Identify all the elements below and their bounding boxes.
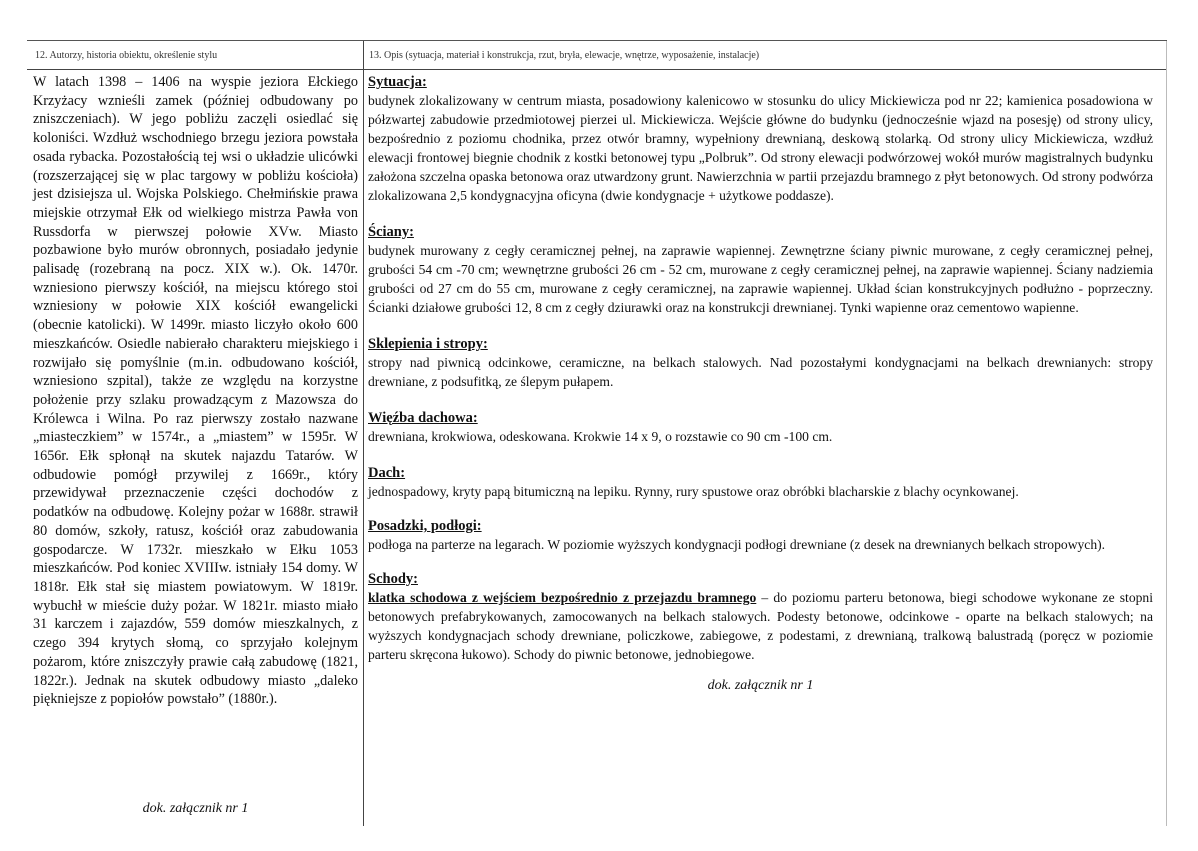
heading-posadzki: Posadzki, podłogi: — [368, 518, 482, 534]
heading-dach: Dach: — [368, 465, 406, 481]
section-sytuacja — [368, 73, 1153, 205]
right-border — [1166, 41, 1167, 826]
text-sciany: budynek murowany z cegły ceramicznej pełnej, na zaprawie wapiennej. Zewnętrzne ściany piwnic murowane, z cegły ceramicznej pełnej, grubości 54 cm -70 cm; wewnętrzne grubości 26 cm - 52 cm, murowane z cegły ceramicznej pełnej, na zaprawie wapiennej. Ściany nadziemia grubości od 27 cm do 55 cm, murowane z cegły ceramicznej, na zaprawie wapiennej. Układ ścian konstrukcyjnych podłużno - poprzeczny. Ścianki działowe grubości 12, 8 cm z cegły dziurawki oraz na konstrukcji drewnianej. Tynki wapienne oraz cementowo wapienne. — [368, 243, 1153, 315]
history-column — [33, 73, 358, 709]
section-schody — [368, 570, 1153, 664]
text-posadzki: podłoga na parterze na legarach. W poziomie wyższych kondygnacji podłogi drewniane (z desek na drewnianych belkach stropowych). — [368, 537, 1106, 552]
section-wiezba — [368, 409, 1153, 446]
section-sklepienia — [368, 335, 1153, 391]
section-posadzki — [368, 517, 1153, 554]
section-dach — [368, 464, 1153, 501]
text-dach: jednospadowy, kryty papą bitumiczną na lepiku. Rynny, rury spustowe oraz obróbki blacharskie z blachy ocynkowanej. — [368, 484, 1019, 499]
text-wiezba: drewniana, krokwiowa, odeskowana. Krokwie 14 x 9, o rozstawie co 90 cm -100 cm. — [368, 429, 833, 444]
text-sytuacja: budynek zlokalizowany w centrum miasta, posadowiony kalenicowo w stosunku do ulicy Mickiewicza pod nr 22; kamienica posadowiona w półzwartej zabudowie przedmiotowej pierzei ul. Mickiewicza. Wejście główne do budynku (jednocześnie wjazd na posesję) od strony ulicy, bezpośrednio z poziomu chodnika, przez otwór bramny, wypełniony drewnianą, deskową stolarką. Od strony ulicy Mickiewicza, wzdłuż elewacji frontowej biegnie chodnik z kostki betonowej typu „Polbruk”. Od strony elewacji podwórzowej wokół murów magistralnych budynku założona szczelna opaska betonowa oraz utwardzony grunt. Nawierzchnia w partii przejazdu bramnego z płyt betonowych. Od strony podwórza zlokalizowana 2,5 kondygnacyjna oficyna (dwie kondygnacje + użytkowe poddasze). — [368, 93, 1153, 203]
heading-wiezba: Więźba dachowa: — [368, 410, 478, 426]
history-reference: dok. załącznik nr 1 — [142, 801, 249, 816]
text-sklepienia: stropy nad piwnicą odcinkowe, ceramiczne, na belkach stalowych. Nad pozostałymi kondygnacjami na belkach drewnianych: stropy drewniane, z podsufitką, ze ślepym pułapem. — [368, 355, 1153, 389]
header-section-12: 12. Autorzy, historia obiektu, określenie stylu — [35, 50, 218, 61]
heading-sklepienia: Sklepienia i stropy: — [368, 336, 488, 352]
history-text: W latach 1398 – 1406 na wyspie jeziora Ełckiego Krzyżacy wznieśli zamek (później odbudowany po zniszczeniach). W jego pobliżu zaczęli osiedlać się koloniści. Wzdłuż wschodniego brzegu jeziora powstała osada rybacka. Pozostałością tej wsi o układzie ulicówki (rozszerzającej się w plac targowy w pobliżu kościoła) jest dzisiejsza ul. Wojska Polskiego. Chełmińskie prawa miejskie otrzymał Ełk od wielkiego mistrza Pawła von Russdorfa w pierwszej połowie XVw. Miasto pozbawione było murów obronnych, posiadało jedynie palisadę (rozebraną na pocz. XIX w.). Ok. 1470r. wzniesiono pierwszy kościół, na miejscu którego stoi wzniesiony w połowie XIX kościół ewangelicki (obecnie katolicki). W 1499r. miasto liczyło około 600 mieszkańców. Osiedle nabierało charakteru miejskiego i rozwijało się pomyślnie (m.in. odbudowano kościół, wzniesiono szpital), także ze względu na korzystne położenie przy szlaku prowadzącym z Mazowsza do Królewca i Wilna. Po raz pierwszy zostało nazwane „miasteczkiem” w 1574r., a „miastem” w 1595r. W 1656r. Ełk spłonął na skutek najazdu Tatarów. W odbudowie pomógł przywilej z 1669r., który przewidywał przeznaczenie części dochodów z podatków na odbudowę. Kolejny pożar w 1688r. strawił 80 domów, szkoły, ratusz, kościół oraz zabudowania gospodarcze. W 1732r. mieszkało w Ełku 1053 mieszkańców. Pod koniec XVIIIw. istniały 154 domy. W 1818r. Ełk stał się miastem powiatowym. W 1819r. wybuchł w mieście duży pożar. W 1821r. miasto miało 31 karczem i zajazdów, 559 domów mieszkalnych, z czego 394 krytych słomą, co sprzyjało kolejnym pożarom, które zniszczyły prawie całą zabudowę (1821, 1822r.). Jednak na skutek odbudowy miasto „daleko piękniejsze z popiołów powstało” (1880r.). — [33, 74, 358, 708]
heading-sytuacja: Sytuacja: — [368, 74, 427, 90]
heading-sciany: Ściany: — [368, 224, 414, 240]
section-sciany — [368, 223, 1153, 317]
header-divider — [27, 69, 1167, 70]
description-reference: dok. załącznik nr 1 — [707, 678, 814, 693]
header-section-13: 13. Opis (sytuacja, materiał i konstrukcja, rzut, bryła, elewacje, wnętrze, wyposażenie, instalacje) — [369, 50, 760, 61]
text-schody — [368, 588, 1153, 664]
schody-body: – do poziomu parteru betonowa, biegi schodowe wykonane ze stopni betonowych prefabrykowanych, zamocowanych na belkach stalowych. Podesty betonowe, odcinkowe - oparte na belkach stalowych; na wyższych kondygnacjach schody drewniane, policzkowe, zabiegowe, z podestami, z drewnianą, tralkową balustradą (poręcz w poziomie parteru skręcona łukowo). Schody do piwnic betonowe, jednobiegowe. — [368, 590, 1153, 662]
column-divider — [363, 41, 364, 826]
heading-schody: Schody: — [368, 571, 418, 587]
form-sheet — [27, 40, 1167, 826]
description-column — [368, 73, 1153, 695]
schody-lead: klatka schodowa z wejściem bezpośrednio z przejazdu bramnego — [368, 590, 757, 605]
